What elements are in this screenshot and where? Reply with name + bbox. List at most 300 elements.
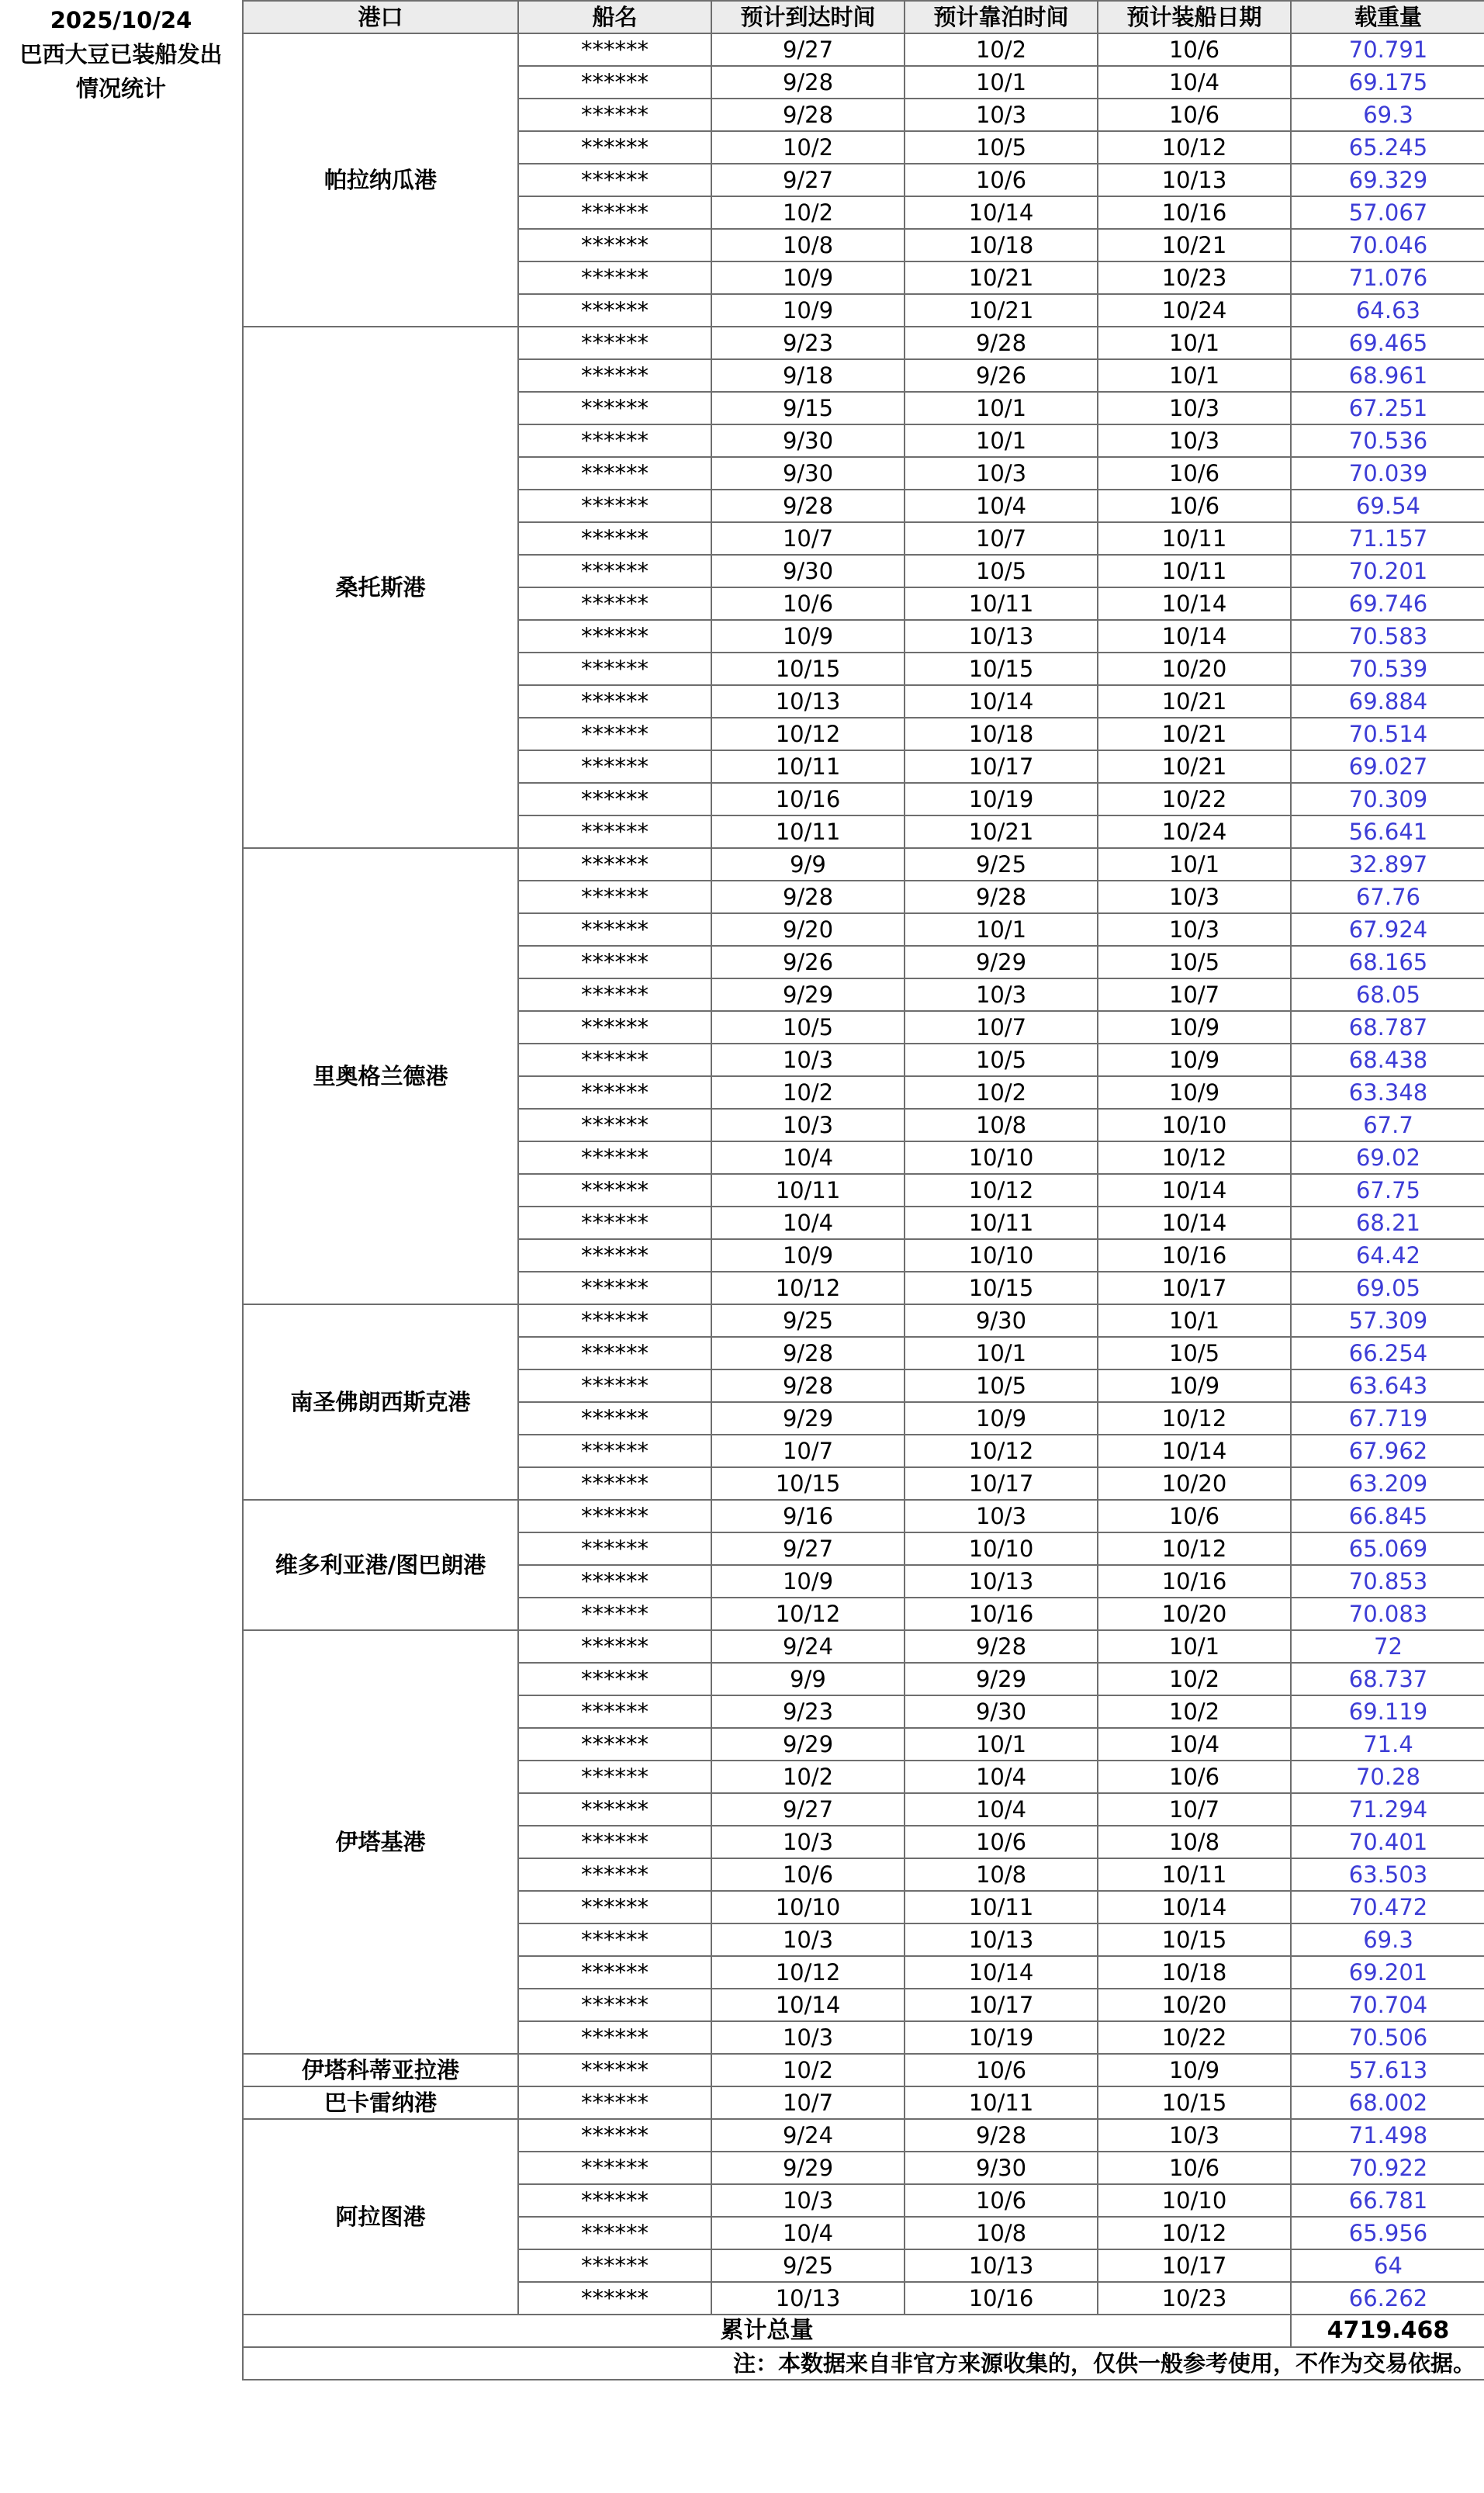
tonnage-value: 65.956 [1291, 2217, 1484, 2249]
tonnage-value: 32.897 [1291, 848, 1484, 881]
tonnage-value: 69.3 [1291, 1923, 1484, 1956]
tonnage-value: 70.514 [1291, 718, 1484, 750]
loading-date: 10/11 [1098, 555, 1291, 587]
berth-date: 10/13 [905, 1923, 1098, 1956]
loading-date: 10/21 [1098, 750, 1291, 783]
berth-date: 10/6 [905, 2054, 1098, 2086]
berth-date: 10/1 [905, 392, 1098, 424]
berth-date: 10/4 [905, 1793, 1098, 1826]
ship-name: ****** [518, 1304, 711, 1337]
berth-date: 10/18 [905, 718, 1098, 750]
loading-date: 10/14 [1098, 587, 1291, 620]
table-row [243, 33, 1484, 66]
berth-date: 10/7 [905, 522, 1098, 555]
tonnage-value: 57.309 [1291, 1304, 1484, 1337]
berth-date: 10/2 [905, 1076, 1098, 1109]
eta-date: 10/4 [711, 1141, 905, 1174]
ship-name: ****** [518, 978, 711, 1011]
berth-date: 10/13 [905, 1565, 1098, 1598]
eta-date: 10/7 [711, 2086, 905, 2119]
tonnage-value: 70.704 [1291, 1989, 1484, 2021]
berth-date: 10/12 [905, 1174, 1098, 1207]
ship-name: ****** [518, 2021, 711, 2054]
tonnage-value: 65.245 [1291, 131, 1484, 164]
loading-date: 10/13 [1098, 164, 1291, 196]
berth-date: 9/25 [905, 848, 1098, 881]
eta-date: 10/6 [711, 587, 905, 620]
ship-name: ****** [518, 555, 711, 587]
loading-date: 10/22 [1098, 783, 1291, 815]
ship-name: ****** [518, 1500, 711, 1532]
berth-date: 10/3 [905, 978, 1098, 1011]
tonnage-value: 69.3 [1291, 99, 1484, 131]
tonnage-value: 67.7 [1291, 1109, 1484, 1141]
tonnage-value: 70.039 [1291, 457, 1484, 490]
tonnage-value: 70.28 [1291, 1761, 1484, 1793]
loading-date: 10/1 [1098, 848, 1291, 881]
ship-name: ****** [518, 99, 711, 131]
note-row [243, 2347, 1484, 2380]
berth-date: 10/5 [905, 131, 1098, 164]
berth-date: 9/28 [905, 327, 1098, 359]
ship-name: ****** [518, 946, 711, 978]
total-row [243, 2315, 1484, 2347]
eta-date: 10/8 [711, 229, 905, 261]
berth-date: 10/21 [905, 815, 1098, 848]
tonnage-value: 71.157 [1291, 522, 1484, 555]
berth-date: 10/3 [905, 457, 1098, 490]
loading-date: 10/24 [1098, 815, 1291, 848]
loading-date: 10/23 [1098, 2282, 1291, 2315]
loading-date: 10/9 [1098, 1369, 1291, 1402]
ship-name: ****** [518, 2282, 711, 2315]
ship-name: ****** [518, 2119, 711, 2152]
loading-date: 10/20 [1098, 1989, 1291, 2021]
total-label: 累计总量 [243, 2315, 1291, 2347]
eta-date: 10/12 [711, 1598, 905, 1630]
loading-date: 10/9 [1098, 1076, 1291, 1109]
ship-name: ****** [518, 2249, 711, 2282]
ship-name: ****** [518, 1011, 711, 1044]
ship-name: ****** [518, 913, 711, 946]
tonnage-value: 56.641 [1291, 815, 1484, 848]
ship-name: ****** [518, 815, 711, 848]
tonnage-value: 66.262 [1291, 2282, 1484, 2315]
ship-name: ****** [518, 1435, 711, 1467]
eta-date: 10/3 [711, 1109, 905, 1141]
loading-date: 10/6 [1098, 457, 1291, 490]
eta-date: 9/9 [711, 1663, 905, 1695]
tonnage-value: 70.083 [1291, 1598, 1484, 1630]
loading-date: 10/2 [1098, 1663, 1291, 1695]
berth-date: 10/15 [905, 1272, 1098, 1304]
port-name: 里奥格兰德港 [243, 848, 518, 1304]
tonnage-value: 67.76 [1291, 881, 1484, 913]
eta-date: 9/23 [711, 327, 905, 359]
ship-name: ****** [518, 1630, 711, 1663]
loading-date: 10/14 [1098, 1891, 1291, 1923]
eta-date: 9/25 [711, 2249, 905, 2282]
ship-name: ****** [518, 1369, 711, 1402]
tonnage-value: 68.737 [1291, 1663, 1484, 1695]
berth-date: 9/28 [905, 1630, 1098, 1663]
tonnage-value: 66.781 [1291, 2184, 1484, 2217]
berth-date: 10/13 [905, 2249, 1098, 2282]
berth-date: 10/14 [905, 685, 1098, 718]
tonnage-value: 68.165 [1291, 946, 1484, 978]
eta-date: 9/26 [711, 946, 905, 978]
berth-date: 10/17 [905, 1989, 1098, 2021]
port-name: 阿拉图港 [243, 2119, 518, 2315]
ship-name: ****** [518, 2217, 711, 2249]
berth-date: 9/28 [905, 2119, 1098, 2152]
ship-name: ****** [518, 1402, 711, 1435]
loading-date: 10/20 [1098, 1467, 1291, 1500]
loading-date: 10/4 [1098, 66, 1291, 99]
tonnage-value: 63.643 [1291, 1369, 1484, 1402]
ship-name: ****** [518, 490, 711, 522]
total-value: 4719.468 [1291, 2315, 1484, 2347]
ship-name: ****** [518, 1467, 711, 1500]
report-date: 2025/10/24 [50, 7, 192, 33]
ship-name: ****** [518, 424, 711, 457]
loading-date: 10/9 [1098, 2054, 1291, 2086]
eta-date: 9/28 [711, 490, 905, 522]
berth-date: 10/1 [905, 66, 1098, 99]
header-port: 港口 [243, 1, 518, 33]
eta-date: 9/9 [711, 848, 905, 881]
eta-date: 10/2 [711, 1076, 905, 1109]
tonnage-value: 70.401 [1291, 1826, 1484, 1858]
berth-date: 10/8 [905, 1109, 1098, 1141]
berth-date: 10/9 [905, 1402, 1098, 1435]
tonnage-value: 70.922 [1291, 2152, 1484, 2184]
eta-date: 10/15 [711, 1467, 905, 1500]
berth-date: 10/17 [905, 750, 1098, 783]
berth-date: 9/26 [905, 359, 1098, 392]
eta-date: 9/24 [711, 1630, 905, 1663]
loading-date: 10/1 [1098, 359, 1291, 392]
tonnage-value: 69.05 [1291, 1272, 1484, 1304]
loading-date: 10/9 [1098, 1011, 1291, 1044]
table-body [243, 1, 1484, 2380]
table-row [243, 2119, 1484, 2152]
loading-date: 10/7 [1098, 978, 1291, 1011]
eta-date: 10/7 [711, 1435, 905, 1467]
eta-date: 10/12 [711, 718, 905, 750]
loading-date: 10/14 [1098, 1435, 1291, 1467]
ship-name: ****** [518, 2152, 711, 2184]
tonnage-value: 71.076 [1291, 261, 1484, 294]
tonnage-value: 66.254 [1291, 1337, 1484, 1369]
port-name: 桑托斯港 [243, 327, 518, 848]
berth-date: 10/14 [905, 1956, 1098, 1989]
berth-date: 10/6 [905, 1826, 1098, 1858]
ship-name: ****** [518, 1858, 711, 1891]
loading-date: 10/14 [1098, 620, 1291, 653]
disclaimer-note: 注：本数据来自非官方来源收集的，仅供一般参考使用，不作为交易依据。 [243, 2347, 1484, 2380]
eta-date: 10/12 [711, 1956, 905, 1989]
ship-name: ****** [518, 1565, 711, 1598]
tonnage-value: 71.4 [1291, 1728, 1484, 1761]
tonnage-value: 69.884 [1291, 685, 1484, 718]
ship-name: ****** [518, 587, 711, 620]
loading-date: 10/23 [1098, 261, 1291, 294]
table-row [243, 848, 1484, 881]
loading-date: 10/2 [1098, 1695, 1291, 1728]
loading-date: 10/12 [1098, 1402, 1291, 1435]
berth-date: 9/29 [905, 946, 1098, 978]
loading-date: 10/22 [1098, 2021, 1291, 2054]
eta-date: 9/28 [711, 1369, 905, 1402]
ship-name: ****** [518, 1076, 711, 1109]
ship-name: ****** [518, 1207, 711, 1239]
tonnage-value: 69.329 [1291, 164, 1484, 196]
header-eta: 预计到达时间 [711, 1, 905, 33]
tonnage-value: 69.54 [1291, 490, 1484, 522]
tonnage-value: 67.962 [1291, 1435, 1484, 1467]
berth-date: 10/1 [905, 1337, 1098, 1369]
eta-date: 9/29 [711, 1402, 905, 1435]
loading-date: 10/1 [1098, 1304, 1291, 1337]
eta-date: 9/28 [711, 1337, 905, 1369]
berth-date: 10/10 [905, 1239, 1098, 1272]
port-name: 南圣佛朗西斯克港 [243, 1304, 518, 1500]
eta-date: 10/11 [711, 1174, 905, 1207]
ship-name: ****** [518, 196, 711, 229]
loading-date: 10/8 [1098, 1826, 1291, 1858]
loading-date: 10/6 [1098, 490, 1291, 522]
eta-date: 10/12 [711, 1272, 905, 1304]
tonnage-value: 63.348 [1291, 1076, 1484, 1109]
tonnage-value: 67.924 [1291, 913, 1484, 946]
berth-date: 10/14 [905, 196, 1098, 229]
ship-name: ****** [518, 1044, 711, 1076]
ship-name: ****** [518, 66, 711, 99]
loading-date: 10/16 [1098, 1565, 1291, 1598]
tonnage-value: 69.201 [1291, 1956, 1484, 1989]
loading-date: 10/11 [1098, 1858, 1291, 1891]
ship-name: ****** [518, 1728, 711, 1761]
loading-date: 10/6 [1098, 1500, 1291, 1532]
berth-date: 10/1 [905, 913, 1098, 946]
ship-name: ****** [518, 1956, 711, 1989]
eta-date: 10/3 [711, 2021, 905, 2054]
tonnage-value: 68.21 [1291, 1207, 1484, 1239]
ship-name: ****** [518, 1761, 711, 1793]
loading-date: 10/20 [1098, 1598, 1291, 1630]
ship-name: ****** [518, 33, 711, 66]
berth-date: 10/21 [905, 261, 1098, 294]
eta-date: 10/5 [711, 1011, 905, 1044]
loading-date: 10/12 [1098, 131, 1291, 164]
loading-date: 10/6 [1098, 2152, 1291, 2184]
ship-name: ****** [518, 1272, 711, 1304]
loading-date: 10/16 [1098, 1239, 1291, 1272]
loading-date: 10/12 [1098, 1141, 1291, 1174]
eta-date: 10/2 [711, 196, 905, 229]
eta-date: 10/16 [711, 783, 905, 815]
eta-date: 9/28 [711, 99, 905, 131]
ship-name: ****** [518, 750, 711, 783]
tonnage-value: 68.438 [1291, 1044, 1484, 1076]
tonnage-value: 71.498 [1291, 2119, 1484, 2152]
loading-date: 10/11 [1098, 522, 1291, 555]
berth-date: 9/30 [905, 2152, 1098, 2184]
berth-date: 10/1 [905, 424, 1098, 457]
ship-name: ****** [518, 1598, 711, 1630]
eta-date: 9/27 [711, 164, 905, 196]
shipment-table [242, 0, 1484, 2380]
eta-date: 10/14 [711, 1989, 905, 2021]
loading-date: 10/15 [1098, 1923, 1291, 1956]
ship-name: ****** [518, 848, 711, 881]
loading-date: 10/18 [1098, 1956, 1291, 1989]
berth-date: 10/8 [905, 2217, 1098, 2249]
loading-date: 10/10 [1098, 2184, 1291, 2217]
eta-date: 9/29 [711, 1728, 905, 1761]
port-name: 巴卡雷纳港 [243, 2086, 518, 2119]
port-name: 帕拉纳瓜港 [243, 33, 518, 327]
eta-date: 10/11 [711, 815, 905, 848]
berth-date: 10/8 [905, 1858, 1098, 1891]
eta-date: 10/9 [711, 294, 905, 327]
loading-date: 10/15 [1098, 2086, 1291, 2119]
loading-date: 10/3 [1098, 881, 1291, 913]
loading-date: 10/21 [1098, 685, 1291, 718]
eta-date: 9/23 [711, 1695, 905, 1728]
loading-date: 10/3 [1098, 424, 1291, 457]
eta-date: 10/15 [711, 653, 905, 685]
loading-date: 10/20 [1098, 653, 1291, 685]
loading-date: 10/17 [1098, 1272, 1291, 1304]
header-tonnage: 载重量 [1291, 1, 1484, 33]
eta-date: 9/25 [711, 1304, 905, 1337]
loading-date: 10/3 [1098, 392, 1291, 424]
eta-date: 9/28 [711, 66, 905, 99]
ship-name: ****** [518, 229, 711, 261]
ship-name: ****** [518, 294, 711, 327]
eta-date: 10/2 [711, 131, 905, 164]
berth-date: 10/11 [905, 1891, 1098, 1923]
ship-name: ****** [518, 1239, 711, 1272]
berth-date: 10/1 [905, 1728, 1098, 1761]
title-line-2: 情况统计 [75, 75, 166, 102]
loading-date: 10/10 [1098, 1109, 1291, 1141]
tonnage-value: 70.506 [1291, 2021, 1484, 2054]
tonnage-value: 70.309 [1291, 783, 1484, 815]
ship-name: ****** [518, 718, 711, 750]
loading-date: 10/3 [1098, 2119, 1291, 2152]
tonnage-value: 69.119 [1291, 1695, 1484, 1728]
eta-date: 10/11 [711, 750, 905, 783]
ship-name: ****** [518, 1663, 711, 1695]
berth-date: 10/11 [905, 2086, 1098, 2119]
port-name: 伊塔基港 [243, 1630, 518, 2054]
loading-date: 10/6 [1098, 1761, 1291, 1793]
berth-date: 10/16 [905, 1598, 1098, 1630]
loading-date: 10/4 [1098, 1728, 1291, 1761]
tonnage-value: 68.787 [1291, 1011, 1484, 1044]
ship-name: ****** [518, 1891, 711, 1923]
eta-date: 9/30 [711, 457, 905, 490]
tonnage-value: 69.027 [1291, 750, 1484, 783]
eta-date: 10/13 [711, 685, 905, 718]
tonnage-value: 69.465 [1291, 327, 1484, 359]
ship-name: ****** [518, 2054, 711, 2086]
ship-name: ****** [518, 620, 711, 653]
eta-date: 10/4 [711, 1207, 905, 1239]
ship-name: ****** [518, 261, 711, 294]
eta-date: 9/15 [711, 392, 905, 424]
berth-date: 10/3 [905, 99, 1098, 131]
ship-name: ****** [518, 1989, 711, 2021]
tonnage-value: 64 [1291, 2249, 1484, 2282]
berth-date: 10/10 [905, 1141, 1098, 1174]
table-row [243, 2054, 1484, 2086]
berth-date: 10/11 [905, 587, 1098, 620]
header-loading: 预计装船日期 [1098, 1, 1291, 33]
berth-date: 9/30 [905, 1304, 1098, 1337]
port-name: 维多利亚港/图巴朗港 [243, 1500, 518, 1630]
loading-date: 10/1 [1098, 327, 1291, 359]
ship-name: ****** [518, 881, 711, 913]
loading-date: 10/21 [1098, 229, 1291, 261]
eta-date: 10/6 [711, 1858, 905, 1891]
berth-date: 9/29 [905, 1663, 1098, 1695]
eta-date: 10/10 [711, 1891, 905, 1923]
berth-date: 10/7 [905, 1011, 1098, 1044]
tonnage-value: 66.845 [1291, 1500, 1484, 1532]
loading-date: 10/5 [1098, 946, 1291, 978]
berth-date: 10/18 [905, 229, 1098, 261]
berth-date: 9/28 [905, 881, 1098, 913]
eta-date: 10/4 [711, 2217, 905, 2249]
tonnage-value: 57.613 [1291, 2054, 1484, 2086]
ship-name: ****** [518, 1695, 711, 1728]
tonnage-value: 68.002 [1291, 2086, 1484, 2119]
header-ship: 船名 [518, 1, 711, 33]
ship-name: ****** [518, 327, 711, 359]
eta-date: 9/29 [711, 978, 905, 1011]
loading-date: 10/14 [1098, 1207, 1291, 1239]
eta-date: 9/30 [711, 424, 905, 457]
table-row [243, 1500, 1484, 1532]
berth-date: 9/30 [905, 1695, 1098, 1728]
eta-date: 9/27 [711, 1793, 905, 1826]
eta-date: 10/3 [711, 1826, 905, 1858]
tonnage-value: 70.583 [1291, 620, 1484, 653]
berth-date: 10/16 [905, 2282, 1098, 2315]
loading-date: 10/6 [1098, 99, 1291, 131]
tonnage-value: 63.503 [1291, 1858, 1484, 1891]
berth-date: 10/19 [905, 2021, 1098, 2054]
tonnage-value: 67.719 [1291, 1402, 1484, 1435]
tonnage-value: 70.536 [1291, 424, 1484, 457]
berth-date: 10/17 [905, 1467, 1098, 1500]
eta-date: 10/3 [711, 1044, 905, 1076]
eta-date: 10/3 [711, 1923, 905, 1956]
eta-date: 9/16 [711, 1500, 905, 1532]
tonnage-value: 70.539 [1291, 653, 1484, 685]
loading-date: 10/12 [1098, 2217, 1291, 2249]
ship-name: ****** [518, 1793, 711, 1826]
eta-date: 10/7 [711, 522, 905, 555]
tonnage-value: 65.069 [1291, 1532, 1484, 1565]
berth-date: 10/13 [905, 620, 1098, 653]
eta-date: 9/27 [711, 33, 905, 66]
ship-name: ****** [518, 1109, 711, 1141]
